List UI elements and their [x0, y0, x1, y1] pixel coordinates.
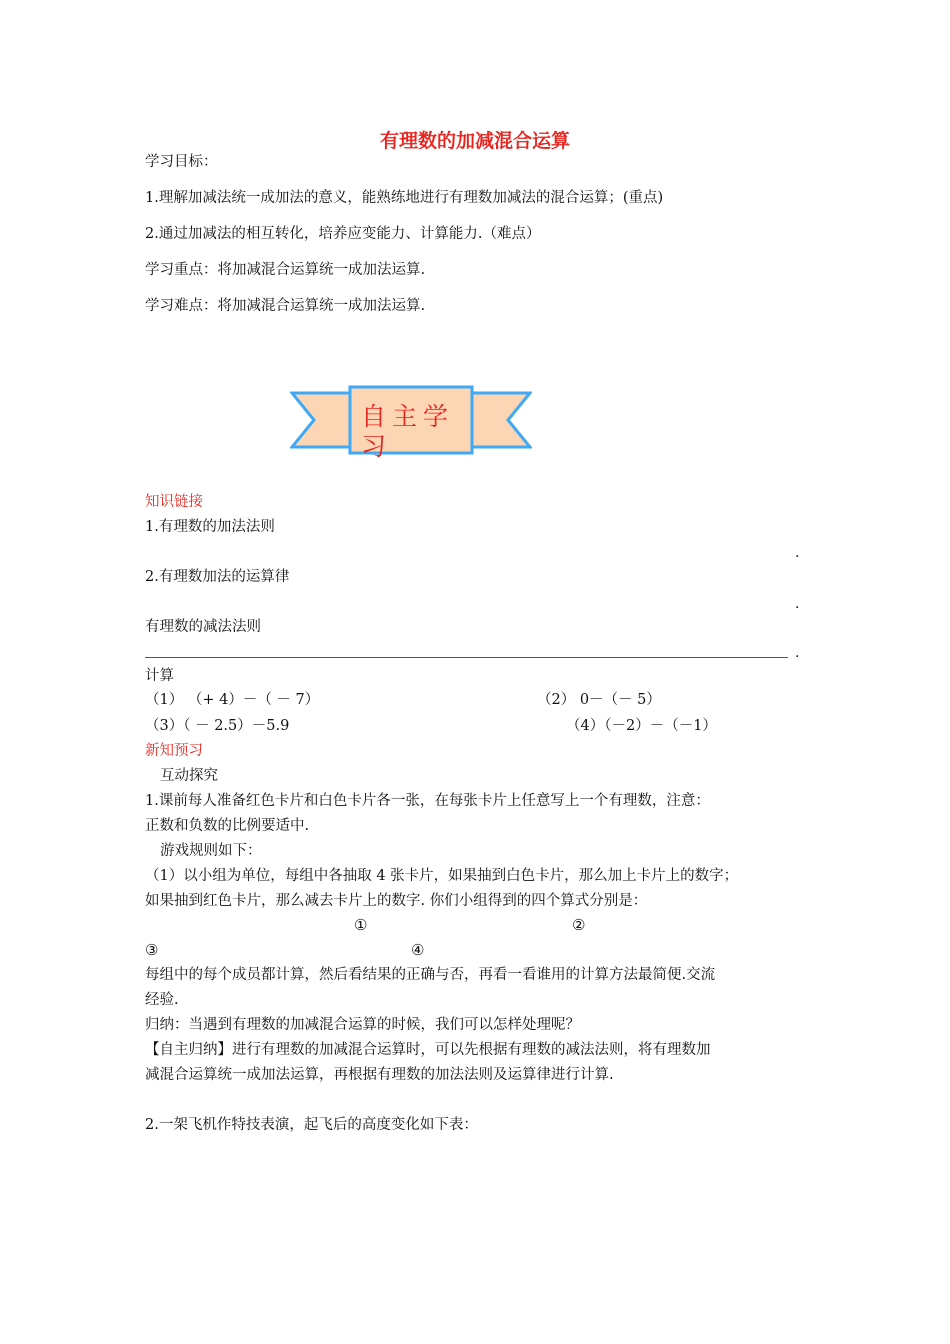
calc-problem-1: （1） （+ 4）－（ － 7） [145, 692, 320, 708]
addition-rule: 1.有理数的加法法则 [145, 519, 275, 535]
difficult-point: 学习难点：将加减混合运算统一成加法运算. [145, 298, 426, 314]
answer-line [145, 657, 788, 658]
summary-line-2: 减混合运算统一成加法运算，再根据有理数的加法法则及运算律进行计算. [145, 1067, 614, 1083]
blank-marker-4: ④ [411, 941, 425, 959]
game-rule-line-1: （1）以小组为单位，每组中各抽取 4 张卡片，如果抽到白色卡片，那么加上卡片上的数字； [145, 868, 739, 884]
objective-item-2: 2.通过加减法的相互转化，培养应变能力、计算能力.（难点） [145, 226, 541, 242]
calc-heading: 计算 [145, 668, 174, 684]
question-2: 2.一架飞机作特技表演，起飞后的高度变化如下表： [145, 1117, 478, 1133]
objectives-heading: 学习目标： [145, 154, 218, 170]
discussion-line-2: 经验. [145, 992, 179, 1008]
knowledge-link-heading: 知识链接 [145, 494, 203, 510]
induction-question: 归纳：当遇到有理数的加减混合运算的时候，我们可以怎样处理呢？ [145, 1017, 580, 1033]
blank-marker-3: ③ [145, 941, 159, 959]
page-title: 有理数的加减混合运算 [379, 130, 570, 152]
blank-end-dot: . [795, 645, 800, 661]
calc-problem-2: （2） 0－（－ 5） [537, 692, 661, 708]
calc-problem-4: （4）（－2）－（－1） [566, 718, 717, 734]
key-point: 学习重点：将加减混合运算统一成加法运算. [145, 262, 426, 278]
game-rule-line-2: 如果抽到红色卡片，那么减去卡片上的数字. 你们小组得到的四个算式分别是： [145, 893, 648, 909]
addition-law: 2.有理数加法的运算律 [145, 569, 290, 585]
summary-line-1: 【自主归纳】进行有理数的加减混合运算时，可以先根据有理数的减法法则，将有理数加 [145, 1042, 711, 1058]
game-rules-heading: 游戏规则如下： [160, 843, 262, 859]
blank-marker-2: ② [572, 916, 586, 934]
blank-marker-1: ① [354, 916, 368, 934]
banner-label: 自主学习 [361, 402, 455, 461]
subtraction-rule: 有理数的减法法则 [145, 619, 261, 635]
blank-end-dot: . [795, 545, 800, 561]
activity-line-2: 正数和负数的比例要适中. [145, 818, 310, 834]
preview-heading: 新知预习 [145, 743, 203, 759]
discussion-line-1: 每组中的每个成员都计算，然后看结果的正确与否，再看一看谁用的计算方法最简便.交流 [145, 967, 716, 983]
activity-line-1: 1.课前每人准备红色卡片和白色卡片各一张，在每张卡片上任意写上一个有理数，注意： [145, 793, 710, 809]
objective-item-1: 1.理解加减法统一成加法的意义，能熟练地进行有理数加减法的混合运算；(重点) [145, 190, 664, 206]
interactive-explore: 互动探究 [160, 768, 218, 784]
calc-problem-3: （3）（ － 2.5）－5.9 [145, 718, 290, 734]
blank-end-dot: . [795, 596, 800, 612]
